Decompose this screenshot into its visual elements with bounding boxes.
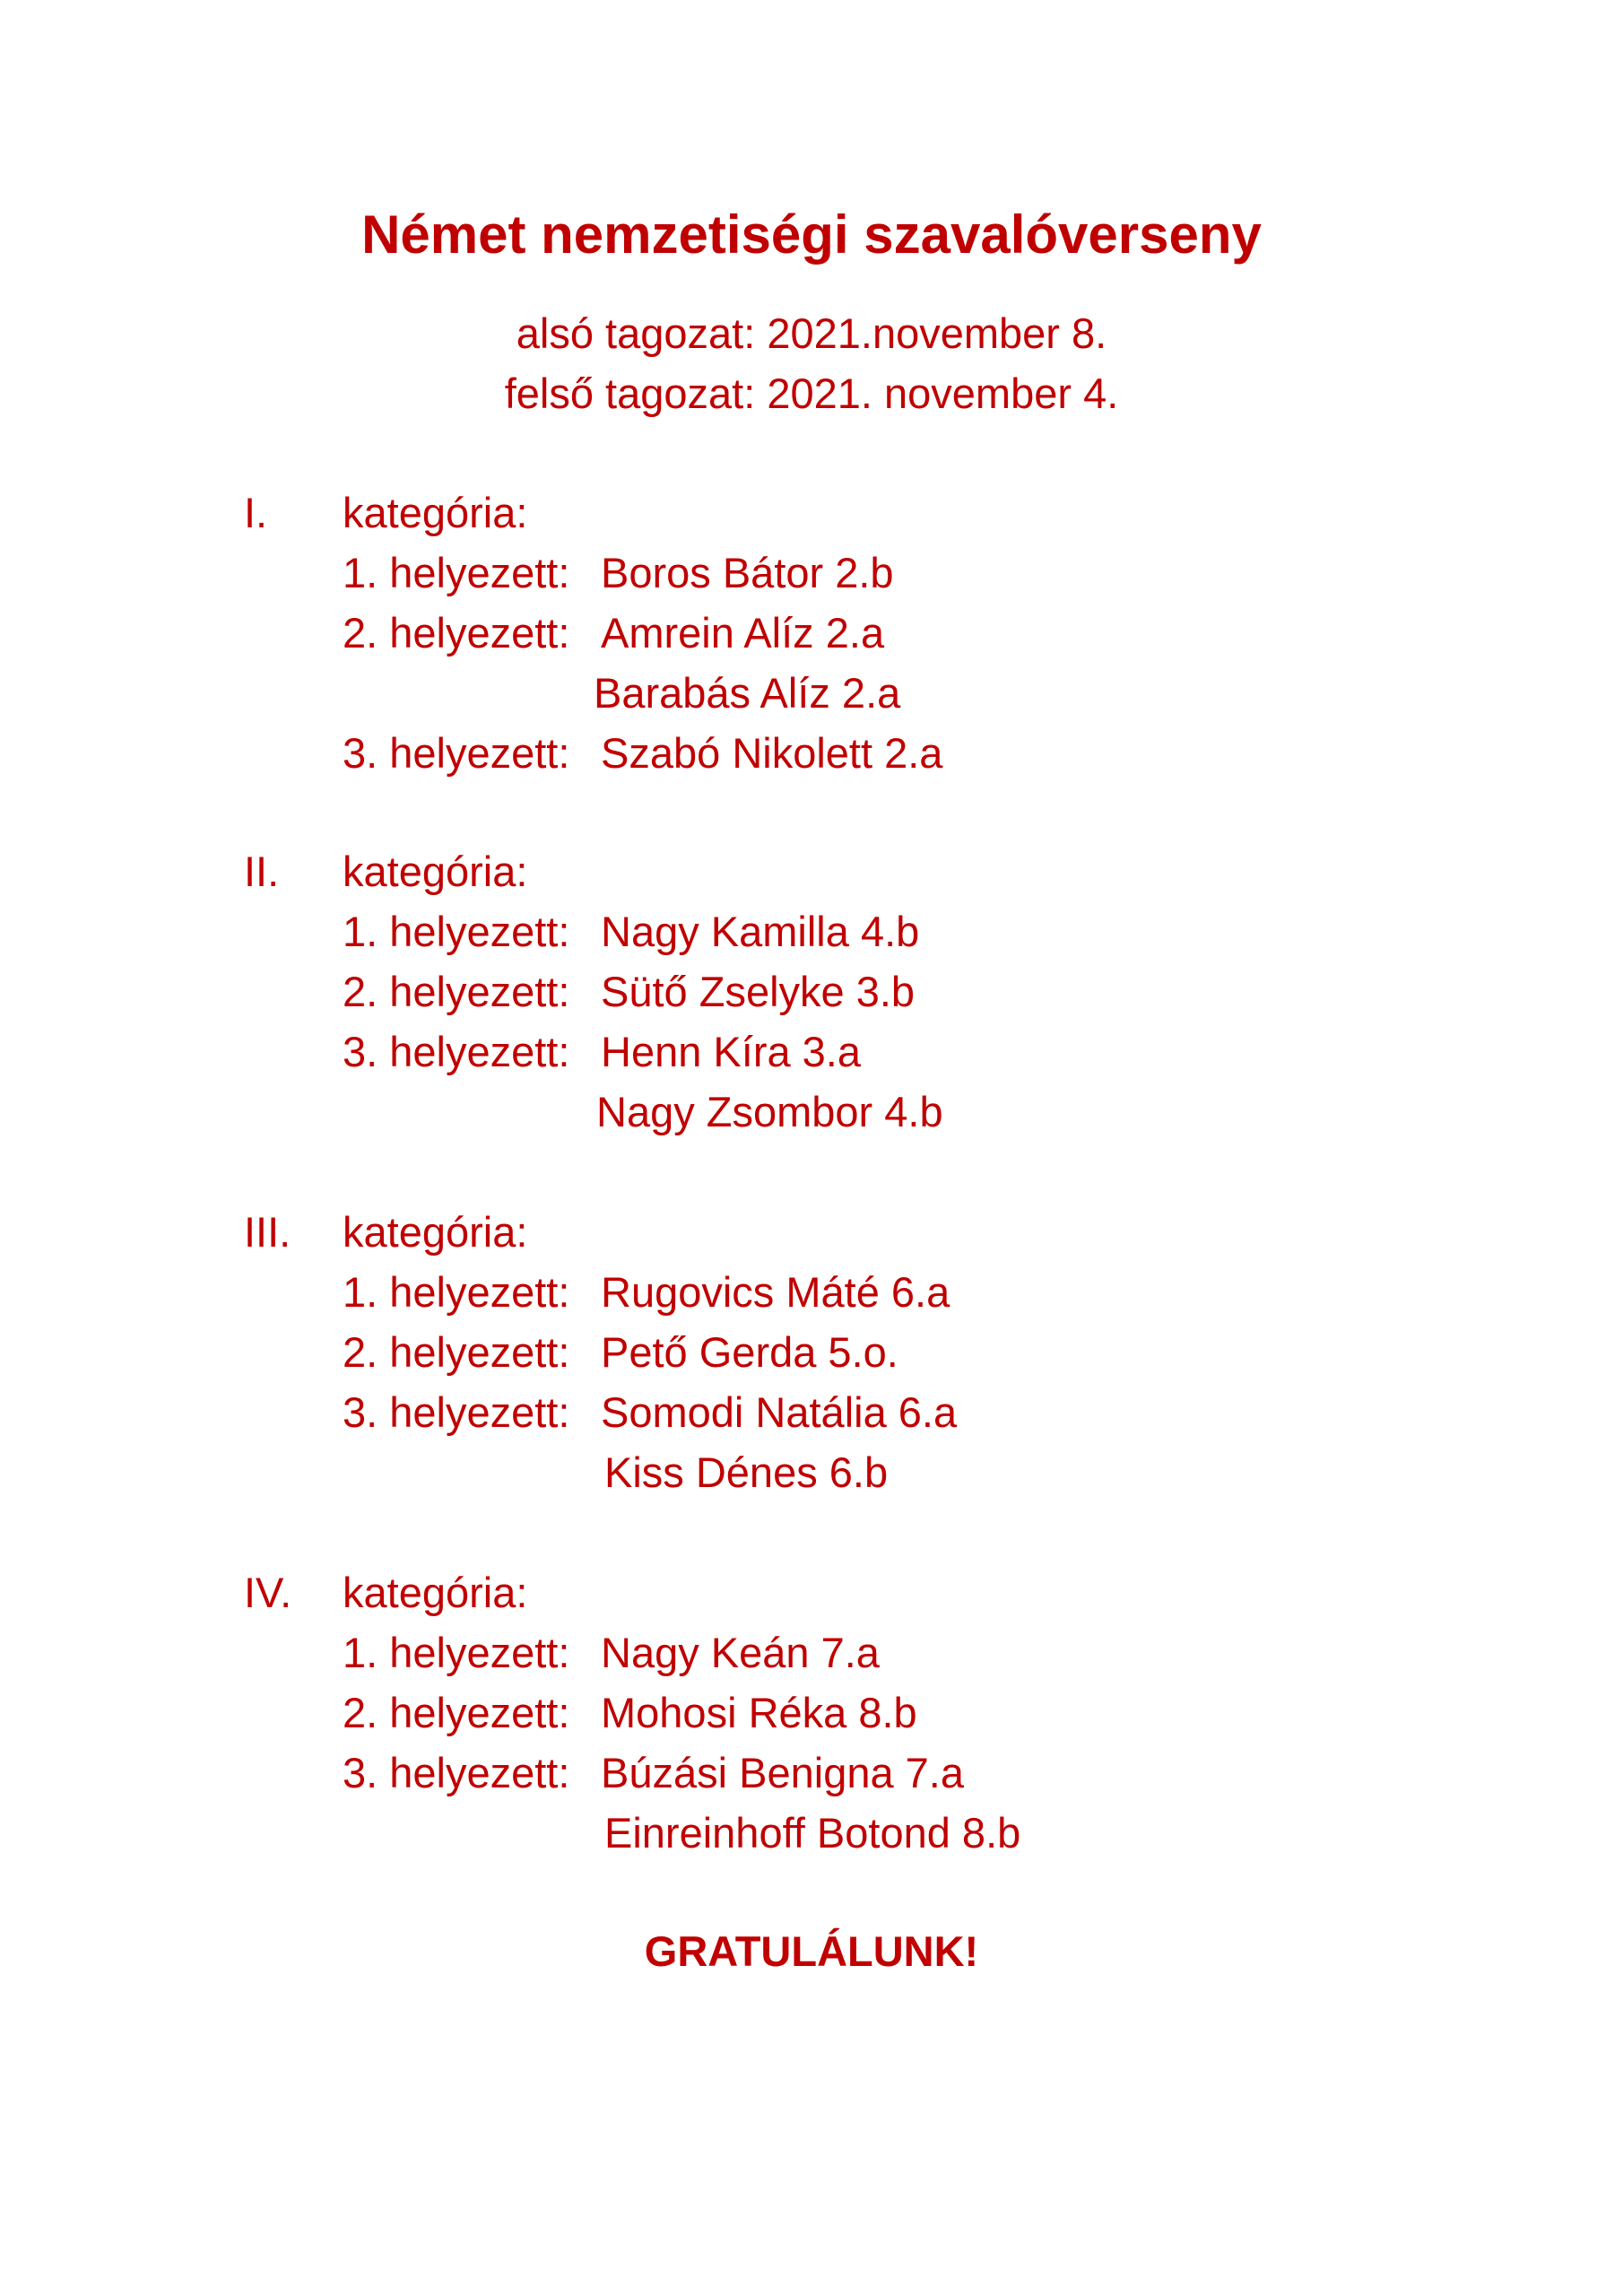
placement-row bbox=[343, 1743, 1410, 1803]
winner-name: Amrein Alíz 2.a bbox=[601, 609, 885, 657]
winner-name: Einreinhoff Botond 8.b bbox=[604, 1809, 1021, 1857]
placement-row bbox=[343, 543, 1410, 603]
placement-row bbox=[343, 603, 1410, 663]
winner-name: Barabás Alíz 2.a bbox=[594, 669, 901, 717]
winner-name: Mohosi Réka 8.b bbox=[601, 1689, 917, 1736]
winner-name: Rugovics Máté 6.a bbox=[601, 1268, 950, 1316]
date-block bbox=[0, 303, 1623, 423]
placement-row bbox=[343, 961, 1410, 1022]
winner-name: Nagy Keán 7.a bbox=[601, 1629, 880, 1676]
placement-row-continued bbox=[343, 1082, 1410, 1142]
placement-row bbox=[343, 1322, 1410, 1382]
winner-name: Búzási Benigna 7.a bbox=[601, 1749, 965, 1796]
winner-name: Henn Kíra 3.a bbox=[601, 1028, 862, 1075]
placement-label: 3. helyezett: bbox=[343, 1388, 570, 1436]
document-title: Német nemzetiségi szavalóverseny bbox=[361, 204, 1262, 265]
category-numeral: II. bbox=[244, 848, 280, 895]
winner-name: Nagy Zsombor 4.b bbox=[596, 1088, 943, 1135]
placement-label: 1. helyezett: bbox=[343, 908, 570, 955]
category-3 bbox=[244, 1202, 1410, 1502]
category-label: kategória: bbox=[343, 1208, 528, 1256]
winner-name: Sütő Zselyke 3.b bbox=[601, 968, 916, 1015]
congratulations-text: GRATULÁLUNK! bbox=[644, 1927, 979, 1975]
winner-name: Nagy Kamilla 4.b bbox=[601, 908, 920, 955]
date-upper-grades: felső tagozat: 2021. november 4. bbox=[504, 370, 1119, 417]
winner-name: Somodi Natália 6.a bbox=[601, 1388, 958, 1436]
placement-label: 2. helyezett: bbox=[343, 1689, 570, 1736]
placement-label: 2. helyezett: bbox=[343, 1328, 570, 1376]
winner-name: Szabó Nikolett 2.a bbox=[601, 729, 943, 777]
placement-row-continued bbox=[343, 1442, 1410, 1502]
date-lower-grades: alsó tagozat: 2021.november 8. bbox=[516, 309, 1107, 357]
category-numeral: IV. bbox=[244, 1569, 292, 1616]
category-label: kategória: bbox=[343, 1569, 528, 1616]
category-label: kategória: bbox=[343, 489, 528, 536]
winner-name: Pető Gerda 5.o. bbox=[601, 1328, 898, 1376]
placement-label: 3. helyezett: bbox=[343, 1028, 570, 1075]
placement-row bbox=[343, 1622, 1410, 1683]
category-heading bbox=[244, 483, 1410, 543]
placement-row bbox=[343, 901, 1410, 961]
winner-name: Boros Bátor 2.b bbox=[601, 549, 894, 596]
placement-row bbox=[343, 1262, 1410, 1322]
placement-label: 2. helyezett: bbox=[343, 609, 570, 657]
category-label: kategória: bbox=[343, 848, 528, 895]
winner-name: Kiss Dénes 6.b bbox=[604, 1448, 889, 1496]
placement-row bbox=[343, 723, 1410, 783]
category-2 bbox=[244, 841, 1410, 1142]
placement-label: 1. helyezett: bbox=[343, 549, 570, 596]
category-heading bbox=[244, 1202, 1410, 1262]
category-heading bbox=[244, 1562, 1410, 1622]
placement-label: 3. helyezett: bbox=[343, 729, 570, 777]
category-4 bbox=[244, 1562, 1410, 1863]
category-heading bbox=[244, 841, 1410, 901]
placement-label: 1. helyezett: bbox=[343, 1629, 570, 1676]
placement-label: 1. helyezett: bbox=[343, 1268, 570, 1316]
placement-row bbox=[343, 1022, 1410, 1082]
placement-row bbox=[343, 1382, 1410, 1442]
placement-label: 3. helyezett: bbox=[343, 1749, 570, 1796]
category-1 bbox=[244, 483, 1410, 783]
placement-row bbox=[343, 1683, 1410, 1743]
placement-row-continued bbox=[343, 663, 1410, 723]
placement-row-continued bbox=[343, 1803, 1410, 1863]
category-numeral: III. bbox=[244, 1208, 291, 1256]
category-numeral: I. bbox=[244, 489, 268, 536]
placement-label: 2. helyezett: bbox=[343, 968, 570, 1015]
